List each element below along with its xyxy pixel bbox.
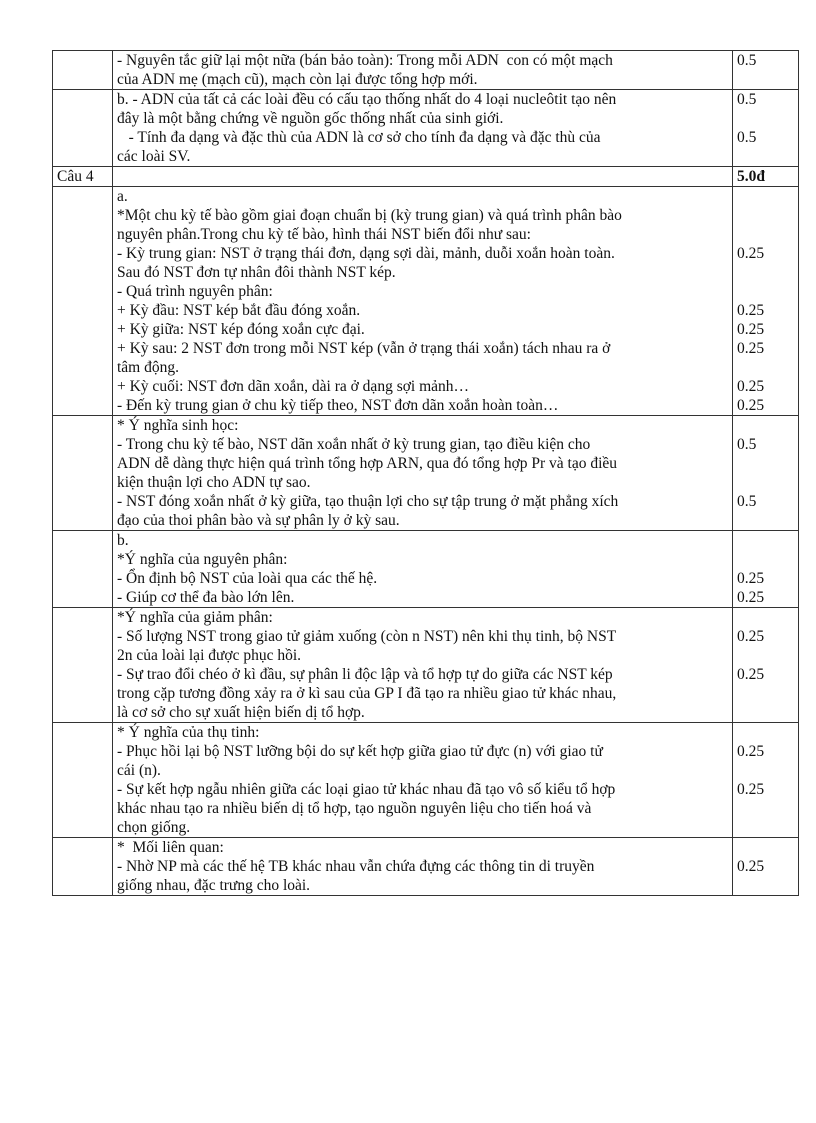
answer-line: *Ý nghĩa của nguyên phân: xyxy=(117,551,288,568)
table-row xyxy=(53,187,799,416)
score-value xyxy=(737,109,794,128)
answer-line: cái (n). xyxy=(117,762,161,779)
score-value: 0.5 xyxy=(737,91,757,108)
answer-line: là cơ sở cho sự xuất hiện biến dị tổ hợp. xyxy=(117,704,365,721)
answer-line: + Kỳ giữa: NST kép đóng xoắn cực đại. xyxy=(117,321,365,338)
score-value xyxy=(737,818,794,837)
answer-line: * Ý nghĩa của thụ tinh: xyxy=(117,724,260,741)
answer-line: Sau đó NST đơn tự nhân đôi thành NST kép. xyxy=(117,264,396,281)
score-value xyxy=(737,70,794,89)
question-label-cell: Câu 4 xyxy=(53,167,113,187)
answer-line: - Quá trình nguyên phân: xyxy=(117,283,273,300)
answer-content-cell xyxy=(113,723,733,838)
score-value: 0.25 xyxy=(737,628,765,645)
question-label-cell xyxy=(53,416,113,531)
question-label-cell xyxy=(53,531,113,608)
answer-content-cell xyxy=(113,167,733,187)
score-value xyxy=(737,282,794,301)
answer-line: - NST đóng xoắn nhất ở kỳ giữa, tạo thuận lợi cho sự tập trung ở mặt phẳng xích xyxy=(117,493,619,510)
answer-line: 2n của loài lại được phục hồi. xyxy=(117,647,302,664)
score-value: 0.25 xyxy=(737,743,765,760)
score-cell xyxy=(733,187,799,416)
score-value xyxy=(737,761,794,780)
score-value: 0.25 xyxy=(737,589,765,606)
answer-line: - Sự trao đổi chéo ở kì đầu, sự phân li độc lập và tổ hợp tự do giữa các NST kép xyxy=(117,666,613,683)
question-label-cell xyxy=(53,90,113,167)
score-cell xyxy=(733,723,799,838)
answer-line: kiện thuận lợi cho ADN tự sao. xyxy=(117,474,311,491)
answer-line: - Phục hồi lại bộ NST lưỡng bội do sự kết hợp giữa giao tử đực (n) với giao tử xyxy=(117,743,603,760)
score-value: 0.5 xyxy=(737,52,757,69)
score-value xyxy=(737,684,794,703)
score-value xyxy=(737,454,794,473)
score-value xyxy=(737,225,794,244)
table-row xyxy=(53,838,799,896)
score-value xyxy=(737,511,794,530)
question-label-cell xyxy=(53,838,113,896)
question-label-cell xyxy=(53,608,113,723)
answer-line: của ADN mẹ (mạch cũ), mạch còn lại được tổng hợp mới. xyxy=(117,71,478,88)
answer-line: giống nhau, đặc trưng cho loài. xyxy=(117,877,311,894)
score-cell xyxy=(733,167,799,187)
answer-content-cell xyxy=(113,416,733,531)
table-row xyxy=(53,167,799,187)
score-value: 5.0đ xyxy=(737,168,765,185)
answer-line: b. - ADN của tất cả các loài đều có cấu tạo thống nhất do 4 loại nucleôtit tạo nên xyxy=(117,91,617,108)
answer-table-body xyxy=(53,51,799,896)
score-cell xyxy=(733,51,799,90)
score-value xyxy=(737,723,794,742)
table-row xyxy=(53,416,799,531)
score-value: 0.25 xyxy=(737,858,765,875)
score-cell xyxy=(733,531,799,608)
answer-line: - Trong chu kỳ tế bào, NST dãn xoắn nhất ở kỳ trung gian, tạo điều kiện cho xyxy=(117,436,591,453)
score-cell xyxy=(733,416,799,531)
answer-line: a. xyxy=(117,188,128,205)
answer-line: - Tính đa dạng và đặc thù của ADN là cơ sở cho tính đa dạng và đặc thù của xyxy=(117,129,601,146)
answer-line: - Kỳ trung gian: NST ở trạng thái đơn, dạng sợi dài, mảnh, duỗi xoắn hoàn toàn. xyxy=(117,245,615,262)
question-label-cell xyxy=(53,723,113,838)
answer-line: *Một chu kỳ tế bào gồm giai đoạn chuẩn bị (kỳ trung gian) và quá trình phân bào xyxy=(117,207,622,224)
answer-line: đây là một bằng chứng về nguồn gốc thống nhất của sinh giới. xyxy=(117,110,504,127)
score-value: 0.25 xyxy=(737,781,765,798)
answer-line: đạo của thoi phân bào và sự phân ly ở kỳ sau. xyxy=(117,512,400,529)
score-value: 0.25 xyxy=(737,378,765,395)
score-value: 0.5 xyxy=(737,493,757,510)
question-label-cell xyxy=(53,51,113,90)
table-row xyxy=(53,723,799,838)
answer-line xyxy=(117,167,728,186)
answer-line: nguyên phân.Trong chu kỳ tế bào, hình thái NST biến đổi như sau: xyxy=(117,226,531,243)
answer-table xyxy=(52,50,799,896)
answer-content-cell xyxy=(113,838,733,896)
score-cell xyxy=(733,838,799,896)
score-value xyxy=(737,187,794,206)
question-label-cell xyxy=(53,187,113,416)
table-row xyxy=(53,531,799,608)
answer-content-cell xyxy=(113,531,733,608)
score-value xyxy=(737,838,794,857)
score-value xyxy=(737,876,794,895)
score-value xyxy=(737,703,794,722)
score-value xyxy=(737,206,794,225)
answer-line: trong cặp tương đồng xảy ra ở kì sau của GP I đã tạo ra nhiều giao tử khác nhau, xyxy=(117,685,617,702)
score-value xyxy=(737,531,794,550)
score-value: 0.25 xyxy=(737,570,765,587)
score-value xyxy=(737,473,794,492)
score-value: 0.25 xyxy=(737,245,765,262)
score-value: 0.25 xyxy=(737,340,765,357)
answer-line: các loài SV. xyxy=(117,148,191,165)
answer-line: chọn giống. xyxy=(117,819,191,836)
answer-line: - Giúp cơ thể đa bào lớn lên. xyxy=(117,589,295,606)
answer-line: + Kỳ sau: 2 NST đơn trong mỗi NST kép (vẫn ở trạng thái xoắn) tách nhau ra ở xyxy=(117,340,611,357)
table-row xyxy=(53,90,799,167)
score-value xyxy=(737,550,794,569)
answer-line: - Sự kết hợp ngẫu nhiên giữa các loại giao tử khác nhau đã tạo vô số kiểu tổ hợp xyxy=(117,781,616,798)
score-value xyxy=(737,358,794,377)
score-value: 0.25 xyxy=(737,302,765,319)
score-value: 0.5 xyxy=(737,129,757,146)
answer-line: * Ý nghĩa sinh học: xyxy=(117,417,239,434)
score-value xyxy=(737,263,794,282)
score-value xyxy=(737,646,794,665)
answer-line: - Nhờ NP mà các thế hệ TB khác nhau vẫn chứa đựng các thông tin di truyền xyxy=(117,858,595,875)
answer-line: tâm động. xyxy=(117,359,179,376)
answer-line: khác nhau tạo ra nhiều biến dị tổ hợp, tạo nguồn nguyên liệu cho tiến hoá và xyxy=(117,800,592,817)
table-row xyxy=(53,51,799,90)
score-cell xyxy=(733,90,799,167)
answer-line: - Đến kỳ trung gian ở chu kỳ tiếp theo, NST đơn dãn xoắn hoàn toàn… xyxy=(117,397,559,414)
score-value xyxy=(737,416,794,435)
answer-line: - Nguyên tắc giữ lại một nữa (bán bảo toàn): Trong mỗi ADN con có một mạch xyxy=(117,52,613,69)
answer-line: - Ổn định bộ NST của loài qua các thế hệ. xyxy=(117,570,378,587)
score-value xyxy=(737,799,794,818)
score-value: 0.5 xyxy=(737,436,757,453)
answer-line: ADN dễ dàng thực hiện quá trình tổng hợp ARN, qua đó tổng hợp Pr và tạo điều xyxy=(117,455,618,472)
answer-line: b. xyxy=(117,532,129,549)
answer-content-cell xyxy=(113,608,733,723)
answer-content-cell xyxy=(113,90,733,167)
score-value: 0.25 xyxy=(737,666,765,683)
score-value: 0.25 xyxy=(737,321,765,338)
answer-content-cell xyxy=(113,51,733,90)
answer-line: + Kỳ đầu: NST kép bắt đầu đóng xoắn. xyxy=(117,302,361,319)
answer-line: - Số lượng NST trong giao tử giảm xuống (còn n NST) nên khi thụ tinh, bộ NST xyxy=(117,628,617,645)
score-value xyxy=(737,608,794,627)
table-row xyxy=(53,608,799,723)
answer-line: * Mối liên quan: xyxy=(117,839,224,856)
score-cell xyxy=(733,608,799,723)
answer-line: *Ý nghĩa của giảm phân: xyxy=(117,609,273,626)
answer-content-cell xyxy=(113,187,733,416)
score-value xyxy=(737,147,794,166)
score-value: 0.25 xyxy=(737,397,765,414)
answer-line: + Kỳ cuối: NST đơn dãn xoắn, dài ra ở dạng sợi mảnh… xyxy=(117,378,470,395)
